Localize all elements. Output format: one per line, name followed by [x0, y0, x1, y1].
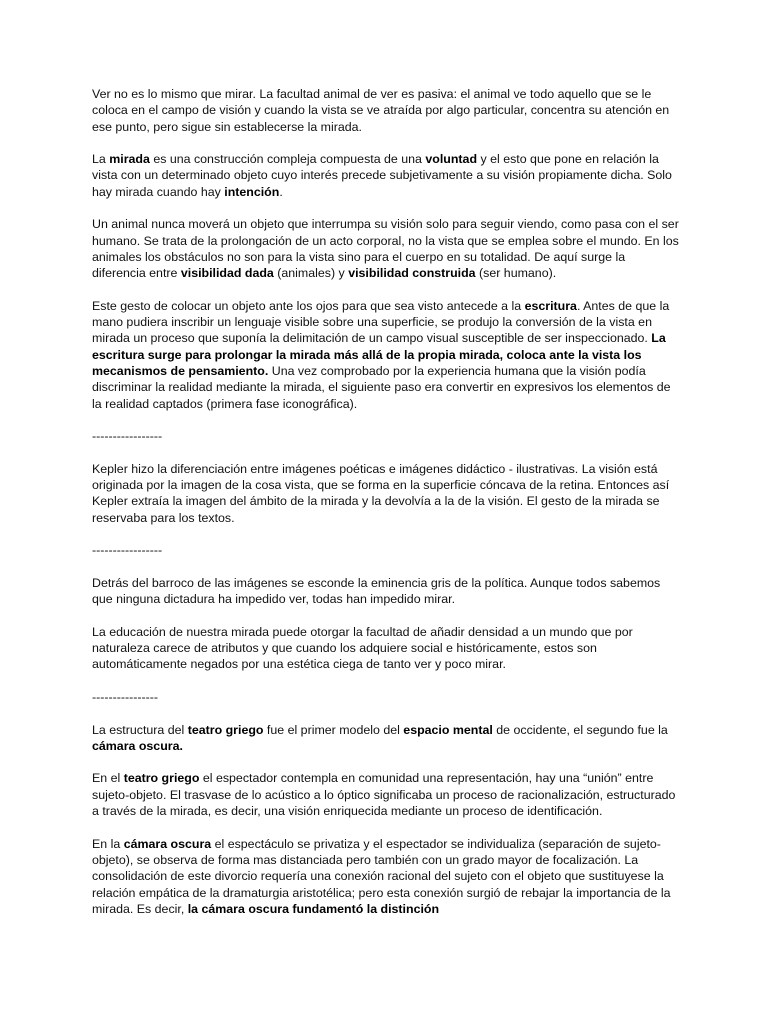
- text-run: Una vez comprobado por la experiencia humana que la visión podía discriminar la realidad mediante la mirada, el siguiente paso era convertir en expresivos los elementos de la realidad captados (primera fase iconográfica).: [92, 364, 671, 411]
- section-separator: [92, 428, 680, 444]
- text-run: La educación de nuestra mirada puede otorgar la facultad de añadir densidad a un mundo que por naturaleza carece de atributos y que cuando los adquiere social e históricamente, estos son automáticamente negados por una estética ciega de tanto ver y poco mirar.: [92, 624, 633, 672]
- bold-text-run: escritura: [524, 298, 577, 313]
- text-run: Este gesto de colocar un objeto ante los ojos para que sea visto antecede a la: [92, 298, 525, 313]
- text-run: y el esto que pone en relación la vista con un determinado objeto cuyo interés precede subjetivamente a su visión propiamente dicha. Solo hay mirada cuando hay: [92, 152, 672, 199]
- text-run: Detrás del barroco de las imágenes se esconde la eminencia gris de la política. Aunque todos sabemos que ninguna dictadura ha impedido ver, todas han impedido mirar.: [92, 575, 661, 607]
- bold-text-run: La escritura surge para prolongar la mirada más allá de la propia mirada, coloca ante la vista los mecanismos de pensamiento.: [92, 331, 666, 379]
- body-paragraph: [92, 836, 680, 917]
- bold-text-run: voluntad: [425, 152, 478, 167]
- text-run: ----------------: [92, 689, 159, 704]
- bold-text-run: espacio mental: [403, 722, 493, 737]
- document-body: [92, 86, 680, 933]
- text-run: (animales) y: [273, 266, 349, 281]
- body-paragraph: [92, 624, 680, 673]
- text-run: La estructura del: [92, 722, 188, 737]
- text-run: Ver no es lo mismo que mirar. La facultad animal de ver es pasiva: el animal ve todo aquello que se le coloca en el campo de visión y cuando la vista se ve atraída por algo particular, concentra su atención en ese punto, pero sigue sin establecerse la mirada.: [92, 87, 670, 134]
- text-run: de occidente, el segundo fue la: [492, 722, 668, 737]
- body-paragraph: [92, 722, 680, 755]
- body-paragraph: [92, 298, 680, 412]
- text-run: -----------------: [92, 429, 163, 444]
- text-run: En el: [92, 771, 124, 786]
- bold-text-run: visibilidad dada: [180, 266, 274, 281]
- bold-text-run: teatro griego: [123, 771, 200, 786]
- text-run: -----------------: [92, 543, 163, 558]
- bold-text-run: teatro griego: [187, 722, 264, 737]
- body-paragraph: [92, 86, 680, 135]
- text-run: fue el primer modelo del: [263, 722, 404, 737]
- text-run: el espectador contempla en comunidad una representación, hay una “unión” entre sujeto-objeto. El trasvase de lo acústico a lo óptico significaba un proceso de racionalización, estructurado a través de la mirada, es decir, una visión enriquecida mediante un proceso de identificación.: [92, 771, 676, 819]
- bold-text-run: la cámara oscura fundamentó la distinción: [187, 901, 440, 916]
- text-run: . Antes de que la mano pudiera inscribir un lenguaje visible sobre una superficie, se produjo la conversión de la vista en mirada un proceso que suponía la delimitación de un campo visual susceptible de ser inspeccionado.: [92, 298, 670, 346]
- body-paragraph: [92, 461, 680, 526]
- text-run: (ser humano).: [475, 266, 557, 281]
- text-run: es una construcción compleja compuesta de una: [149, 152, 426, 167]
- text-run: Kepler hizo la diferenciación entre imágenes poéticas e imágenes didáctico - ilustrativas. La visión está originada por la imagen de la cosa vista, que se forma en la superficie cóncava de la retina. Entonces así Kepler extraía la imagen del ámbito de la mirada y la devolvía a la de la visión. El gesto de la mirada se reservaba para los textos.: [92, 461, 670, 525]
- body-paragraph: [92, 216, 680, 281]
- body-paragraph: [92, 151, 680, 200]
- text-run: .: [279, 184, 283, 199]
- section-separator: [92, 689, 680, 705]
- text-run: Un animal nunca moverá un objeto que interrumpa su visión solo para seguir viendo, como pasa con el ser humano. Se trata de la prolongación de un acto corporal, no la vista que se emplea sobre el mundo. En los animales los obstáculos no son para la vista sino para el cuerpo en su totalidad. De aquí surge la diferencia entre: [92, 217, 679, 281]
- bold-text-run: visibilidad construida: [348, 266, 476, 281]
- text-run: En la: [92, 836, 124, 851]
- body-paragraph: [92, 575, 680, 608]
- bold-text-run: cámara oscura.: [92, 738, 183, 753]
- body-paragraph: [92, 770, 680, 819]
- text-run: La: [92, 152, 110, 167]
- bold-text-run: cámara oscura: [123, 836, 212, 851]
- bold-text-run: mirada: [109, 152, 150, 167]
- section-separator: [92, 542, 680, 558]
- bold-text-run: intención: [224, 184, 280, 199]
- text-run: el espectáculo se privatiza y el espectador se individualiza (separación de sujeto-objeto), se observa de forma mas distanciada pero también con un grado mayor de focalización. La consolidación de este divorcio requería una conexión racional del sujeto con el objeto que sustituyese la relación empática de la dramaturgia aristotélica; pero esta conexión surgió de rebajar la importancia de la mirada. Es decir,: [92, 836, 671, 916]
